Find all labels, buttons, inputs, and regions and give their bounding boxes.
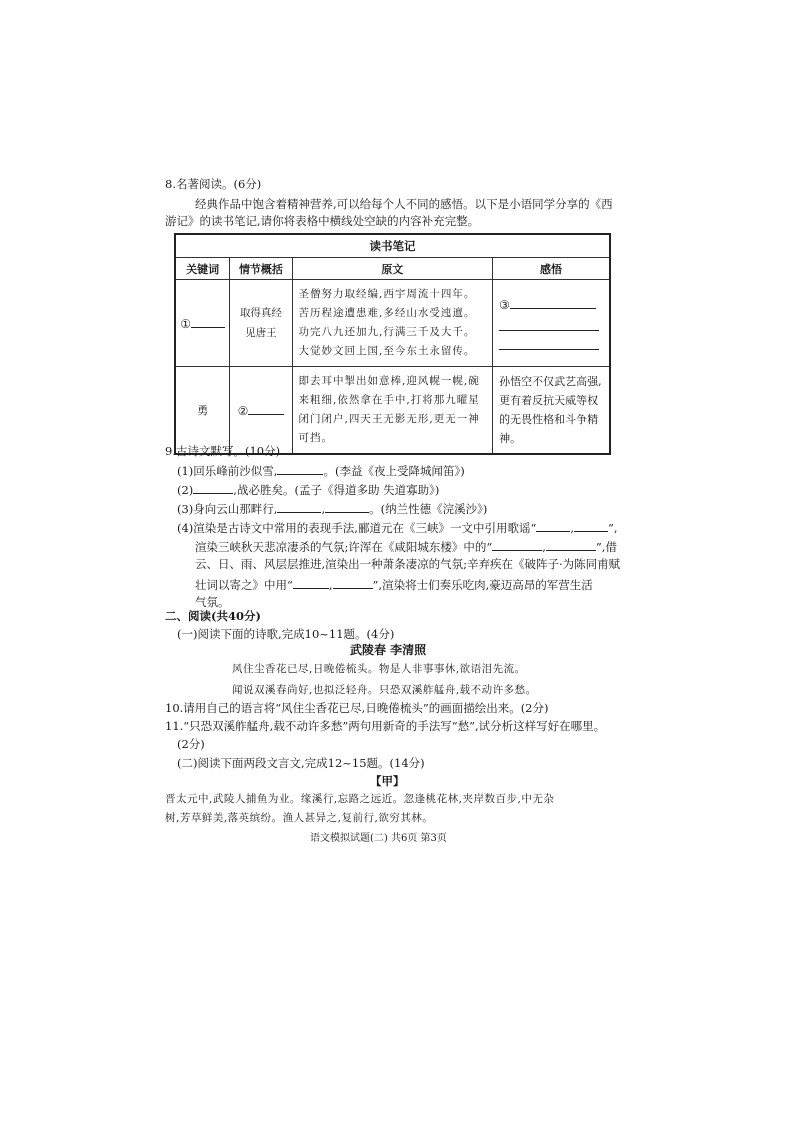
keyword-cell: 勇 — [175, 367, 230, 455]
feeling-text: 孙悟空不仅武艺高强,更有着反抗天威等权的无畏性格和斗争精神。 — [499, 375, 602, 445]
page-footer: 语文模拟试题(二) 共6页 第3页 — [310, 833, 447, 844]
question-9-item-4-line-4 — [195, 576, 593, 593]
poem-line-2: 闻说双溪春尚好,也拟泛轻舟。只恐双溪舴艋舟,载不动许多愁。 — [232, 684, 537, 696]
item-1-prefix: (1)回乐峰前沙似雪, — [177, 464, 278, 478]
blank-2-line[interactable] — [248, 402, 284, 415]
blank-line[interactable] — [333, 576, 373, 589]
question-9-item-3 — [177, 500, 487, 517]
item-1-suffix: 。(李益《夜上受降城闻笛》) — [323, 464, 465, 478]
question-11-line-1: 11.“只恐双溪舴艋舟,载不动许多愁”两句用新奇的手法写“愁”,试分析这样写好在哪里。 — [165, 719, 606, 733]
item-4-text: 渲染三峡秋天悲凉凄杀的气氛;许浑在《咸阳城东楼》中的“ — [195, 540, 493, 554]
blank-3-marker: ③ — [499, 298, 510, 312]
item-4-comma: , — [328, 578, 333, 592]
item-2-prefix: (2) — [177, 483, 194, 497]
question-10: 10.请用自己的语言将“风住尘香花已尽,日晚倦梳头”的画面描绘出来。(2分) — [165, 701, 549, 715]
poem-title: 武陵春 李清照 — [350, 643, 427, 657]
blank-line[interactable] — [293, 576, 329, 589]
blank-line[interactable] — [193, 481, 233, 494]
table-row — [175, 280, 610, 367]
passage-jia-label: 【甲】 — [370, 774, 405, 788]
blank-3-cell — [493, 280, 610, 367]
blank-3-line-3[interactable] — [499, 331, 599, 350]
question-9-item-4-line-5: 气氛。 — [195, 595, 230, 609]
question-11-line-2: (2分) — [177, 737, 205, 751]
question-9-title: 9.古诗文默写。(10分) — [165, 444, 281, 458]
item-4-text: (4)渲染是古诗文中常用的表现手法,郦道元在《三峡》一文中引用歌谣“ — [177, 521, 537, 535]
table-row — [175, 367, 610, 455]
section-2-part-1: (一)阅读下面的诗歌,完成10~11题。(4分) — [177, 627, 395, 641]
table-title: 读书笔记 — [175, 234, 610, 258]
blank-2-marker: ② — [237, 404, 249, 418]
blank-3-line-1[interactable] — [510, 296, 596, 309]
original-text-cell: 即去耳中掣出如意棒,迎风幌一幌,碗来粗细,依然拿在手中,打将那九曜星闭门闭户,四天王无影无形,更无一神可挡。 — [292, 367, 493, 455]
blank-1-cell — [175, 280, 230, 367]
question-9-item-1 — [177, 462, 465, 479]
item-4-text: ”, — [607, 521, 618, 535]
item-3-suffix: 。(纳兰性德《浣溪沙》) — [369, 502, 488, 516]
item-2-suffix: ,战必胜矣。(孟子《得道多助 失道寡助》) — [233, 483, 440, 497]
item-4-comma: , — [570, 521, 574, 535]
question-9-item-4-line-3: 云、日、雨、风层层推进,渲染出一种萧条凄凉的气氛;辛弃疾在《破阵子·为陈同甫赋 — [195, 557, 621, 571]
blank-line[interactable] — [536, 519, 570, 532]
header-keyword: 关键词 — [175, 258, 230, 280]
blank-2-cell — [230, 367, 292, 455]
blank-line[interactable] — [574, 519, 608, 532]
original-text-cell: 圣僧努力取经编,西宇周流十四年。苦历程途遭患难,多经山水受迍邅。功完八九还加九,行满三千及大千。大觉妙文回上国,至今东土永留传。 — [292, 280, 493, 367]
item-3-prefix: (3)身向云山那畔行, — [177, 502, 278, 516]
prose-line-2: 树,芳草鲜美,落英缤纷。渔人甚异之,复前行,欲穷其林。 — [165, 812, 434, 824]
blank-line[interactable] — [325, 500, 369, 513]
question-8-intro-line1: 经典作品中饱含着精神营养,可以给每个人不同的感悟。以下是小语同学分享的《西 — [195, 197, 613, 211]
blank-line[interactable] — [492, 538, 542, 551]
blank-3-line-2[interactable] — [499, 312, 599, 331]
prose-line-1: 晋太元中,武陵人捕鱼为业。缘溪行,忘路之远近。忽逢桃花林,夹岸数百步,中无杂 — [165, 793, 555, 805]
blank-line[interactable] — [546, 538, 596, 551]
item-4-text: ”,借 — [595, 540, 617, 554]
header-plot: 情节概括 — [230, 258, 292, 280]
question-9-item-4-line-1 — [177, 519, 618, 536]
question-9-item-2 — [177, 481, 439, 498]
item-4-comma: , — [542, 540, 546, 554]
question-8-title: 8.名著阅读。(6分) — [165, 177, 262, 191]
item-3-comma: , — [321, 502, 326, 516]
blank-1-marker: ① — [180, 317, 192, 331]
plot-text: 取得真经 见唐王 — [239, 307, 282, 339]
question-8-intro-line2: 游记》的读书笔记,请你将表格中横线处空缺的内容补充完整。 — [165, 214, 480, 228]
section-2-part-2: (二)阅读下面两段文言文,完成12~15题。(14分) — [177, 756, 425, 770]
section-2-title: 二、阅读(共40分) — [165, 609, 261, 623]
item-4-text: ”,渲染将士们奏乐吃肉,豪迈高昂的军营生活 — [372, 578, 593, 592]
header-feeling: 感悟 — [493, 258, 610, 280]
header-original: 原文 — [292, 258, 493, 280]
blank-1-line[interactable] — [191, 315, 225, 328]
blank-3-lines — [499, 296, 603, 350]
item-4-text: 壮词以寄之》中用“ — [195, 578, 293, 592]
poem-line-1: 风住尘香花已尽,日晚倦梳头。物是人非事事休,欲语泪先流。 — [232, 663, 526, 675]
feeling-cell — [493, 367, 610, 455]
blank-line[interactable] — [277, 500, 321, 513]
blank-line[interactable] — [277, 462, 323, 475]
plot-cell — [230, 280, 292, 367]
reading-notes-table — [174, 233, 611, 455]
question-9-item-4-line-2 — [195, 538, 617, 555]
